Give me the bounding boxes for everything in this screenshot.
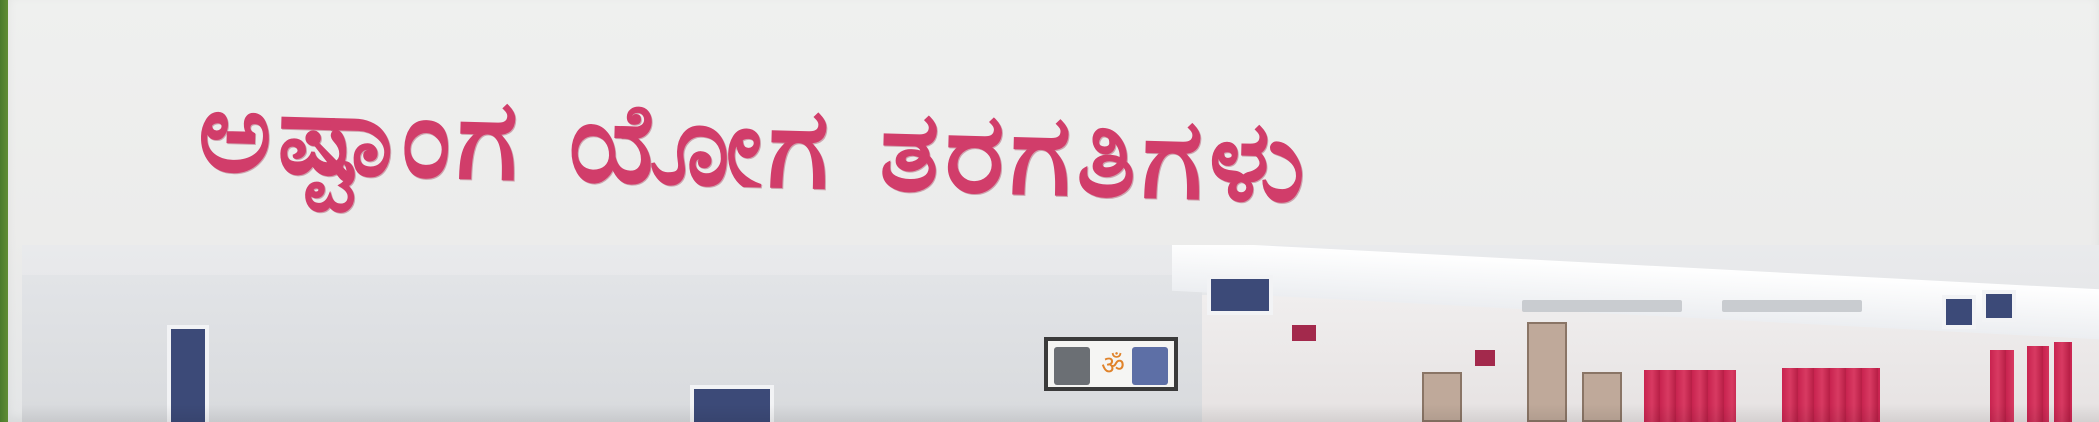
banner-photo-yoga-hall — [22, 245, 2099, 422]
framed-picture — [1044, 337, 1178, 391]
photo-wall-sign — [1292, 325, 1316, 341]
photo-ceiling-panel — [1522, 300, 1682, 312]
photo-window — [1207, 275, 1273, 315]
om-symbol: ॐ — [1101, 351, 1125, 381]
photo-floor-shadow — [22, 404, 2099, 422]
framed-picture-left — [1054, 347, 1090, 385]
photo-window — [1942, 295, 1976, 329]
photo-window — [1982, 290, 2016, 322]
photo-wall-sign — [1475, 350, 1495, 366]
banner-title: ಅಷ್ಟಾಂಗ ಯೋಗ ತರಗತಿಗಳು — [196, 67, 1314, 229]
photo-ceiling-panel — [1722, 300, 1862, 312]
framed-picture-right — [1132, 347, 1168, 385]
